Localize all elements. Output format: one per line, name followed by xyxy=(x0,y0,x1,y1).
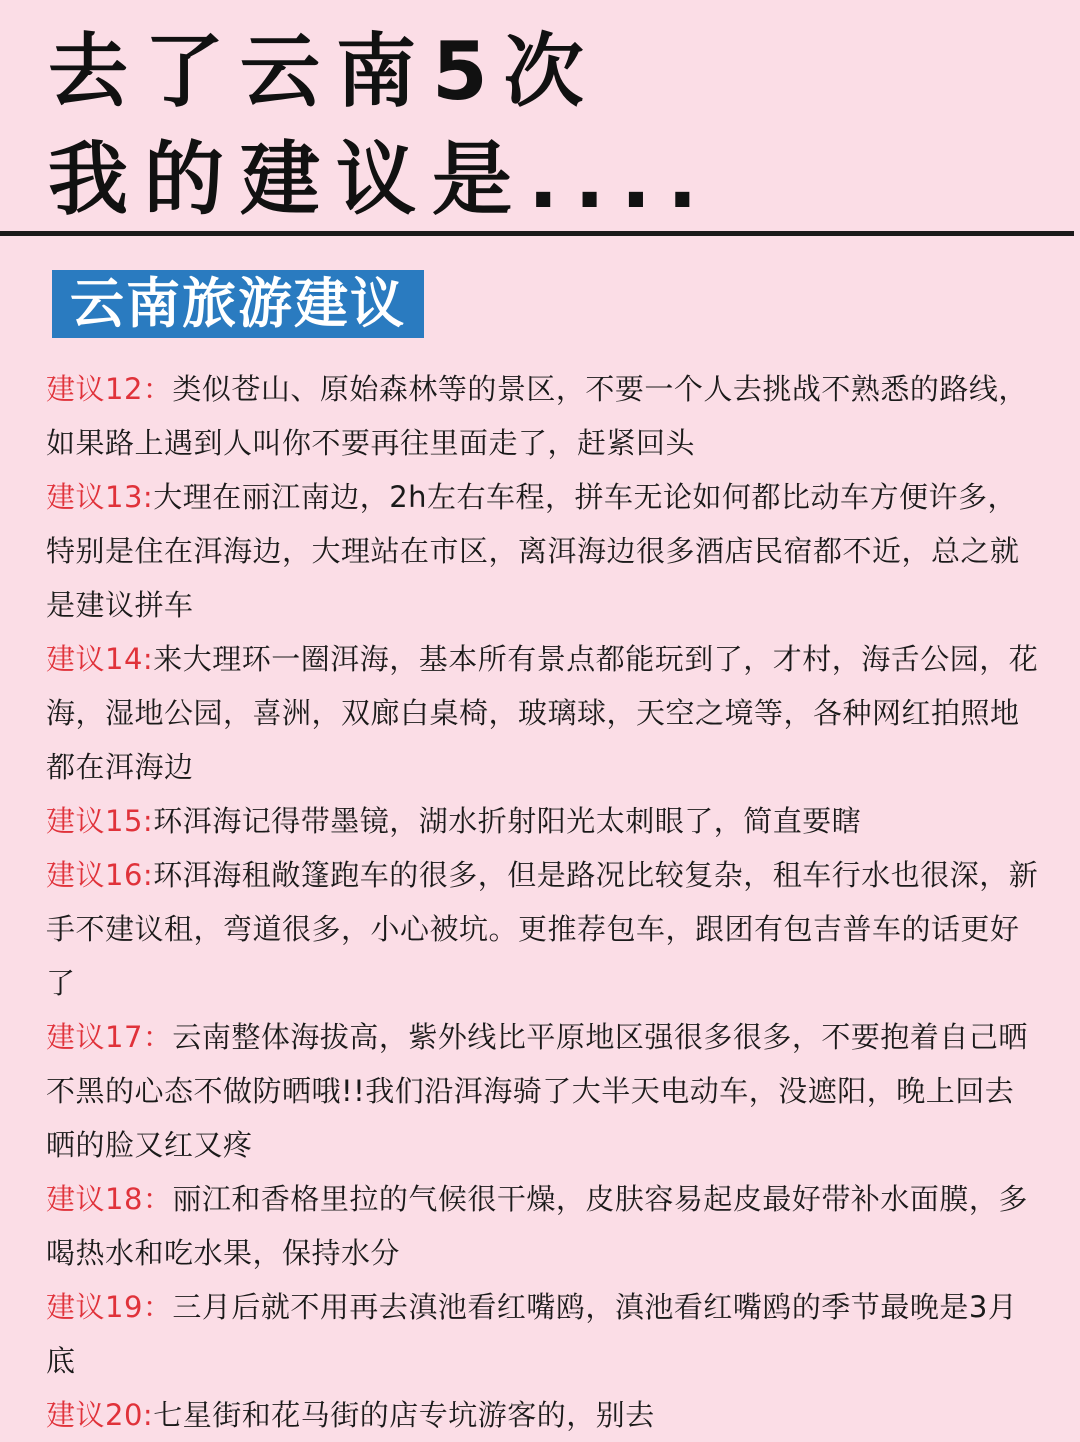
tip-item-13 xyxy=(46,470,1042,632)
tip-text: 丽江和香格里拉的气候很干燥，皮肤容易起皮最好带补水面膜，多喝热水和吃水果，保持水分 xyxy=(46,1182,1028,1270)
tip-label: 建议16: xyxy=(46,858,154,892)
title-divider xyxy=(0,231,1074,236)
tip-label: 建议13: xyxy=(46,480,154,514)
tip-label: 建议17： xyxy=(46,1020,173,1054)
tip-item-20 xyxy=(46,1388,1042,1442)
tip-text: 三月后就不用再去滇池看红嘴鸥，滇池看红嘴鸥的季节最晚是3月底 xyxy=(46,1290,1018,1378)
tip-label: 建议18： xyxy=(46,1182,173,1216)
tip-item-19 xyxy=(46,1280,1042,1388)
title-line-2: 我的建议是.... xyxy=(48,133,714,226)
tip-label: 建议14: xyxy=(46,642,154,676)
tip-item-14 xyxy=(46,632,1042,794)
tip-text: 云南整体海拔高，紫外线比平原地区强很多很多，不要抱着自己晒不黑的心态不做防晒哦!!我们沿洱海骑了大半天电动车，没遮阳，晚上回去晒的脸又红又疼 xyxy=(46,1020,1028,1162)
tip-item-16 xyxy=(46,848,1042,1010)
section-heading: 云南旅游建议 xyxy=(52,270,424,338)
tip-label: 建议20: xyxy=(46,1398,154,1432)
tip-text: 类似苍山、原始森林等的景区，不要一个人去挑战不熟悉的路线，如果路上遇到人叫你不要再往里面走了，赶紧回头 xyxy=(46,372,1028,460)
tip-text: 大理在丽江南边，2h左右车程，拼车无论如何都比动车方便许多，特别是住在洱海边，大理站在市区，离洱海边很多酒店民宿都不近，总之就是建议拼车 xyxy=(46,480,1020,622)
tip-text: 来大理环一圈洱海，基本所有景点都能玩到了，才村，海舌公园，花海，湿地公园，喜洲，双廊白桌椅，玻璃球，天空之境等，各种网红拍照地都在洱海边 xyxy=(46,642,1039,784)
tip-item-15 xyxy=(46,794,1042,848)
tip-text: 环洱海记得带墨镜，湖水折射阳光太刺眼了，简直要瞎 xyxy=(153,804,862,838)
tip-label: 建议15: xyxy=(46,804,154,838)
tips-list xyxy=(46,362,1042,1442)
title-line-1: 去了云南5次 xyxy=(48,25,600,118)
tip-label: 建议19： xyxy=(46,1290,173,1324)
page-title xyxy=(48,18,1048,234)
tip-text: 环洱海租敞篷跑车的很多，但是路况比较复杂，租车行水也很深，新手不建议租，弯道很多，小心被坑。更推荐包车，跟团有包吉普车的话更好了 xyxy=(46,858,1039,1000)
tip-text: 七星街和花马街的店专坑游客的，别去 xyxy=(153,1398,655,1432)
tip-item-17 xyxy=(46,1010,1042,1172)
tip-item-12 xyxy=(46,362,1042,470)
tip-label: 建议12： xyxy=(46,372,173,406)
tip-item-18 xyxy=(46,1172,1042,1280)
